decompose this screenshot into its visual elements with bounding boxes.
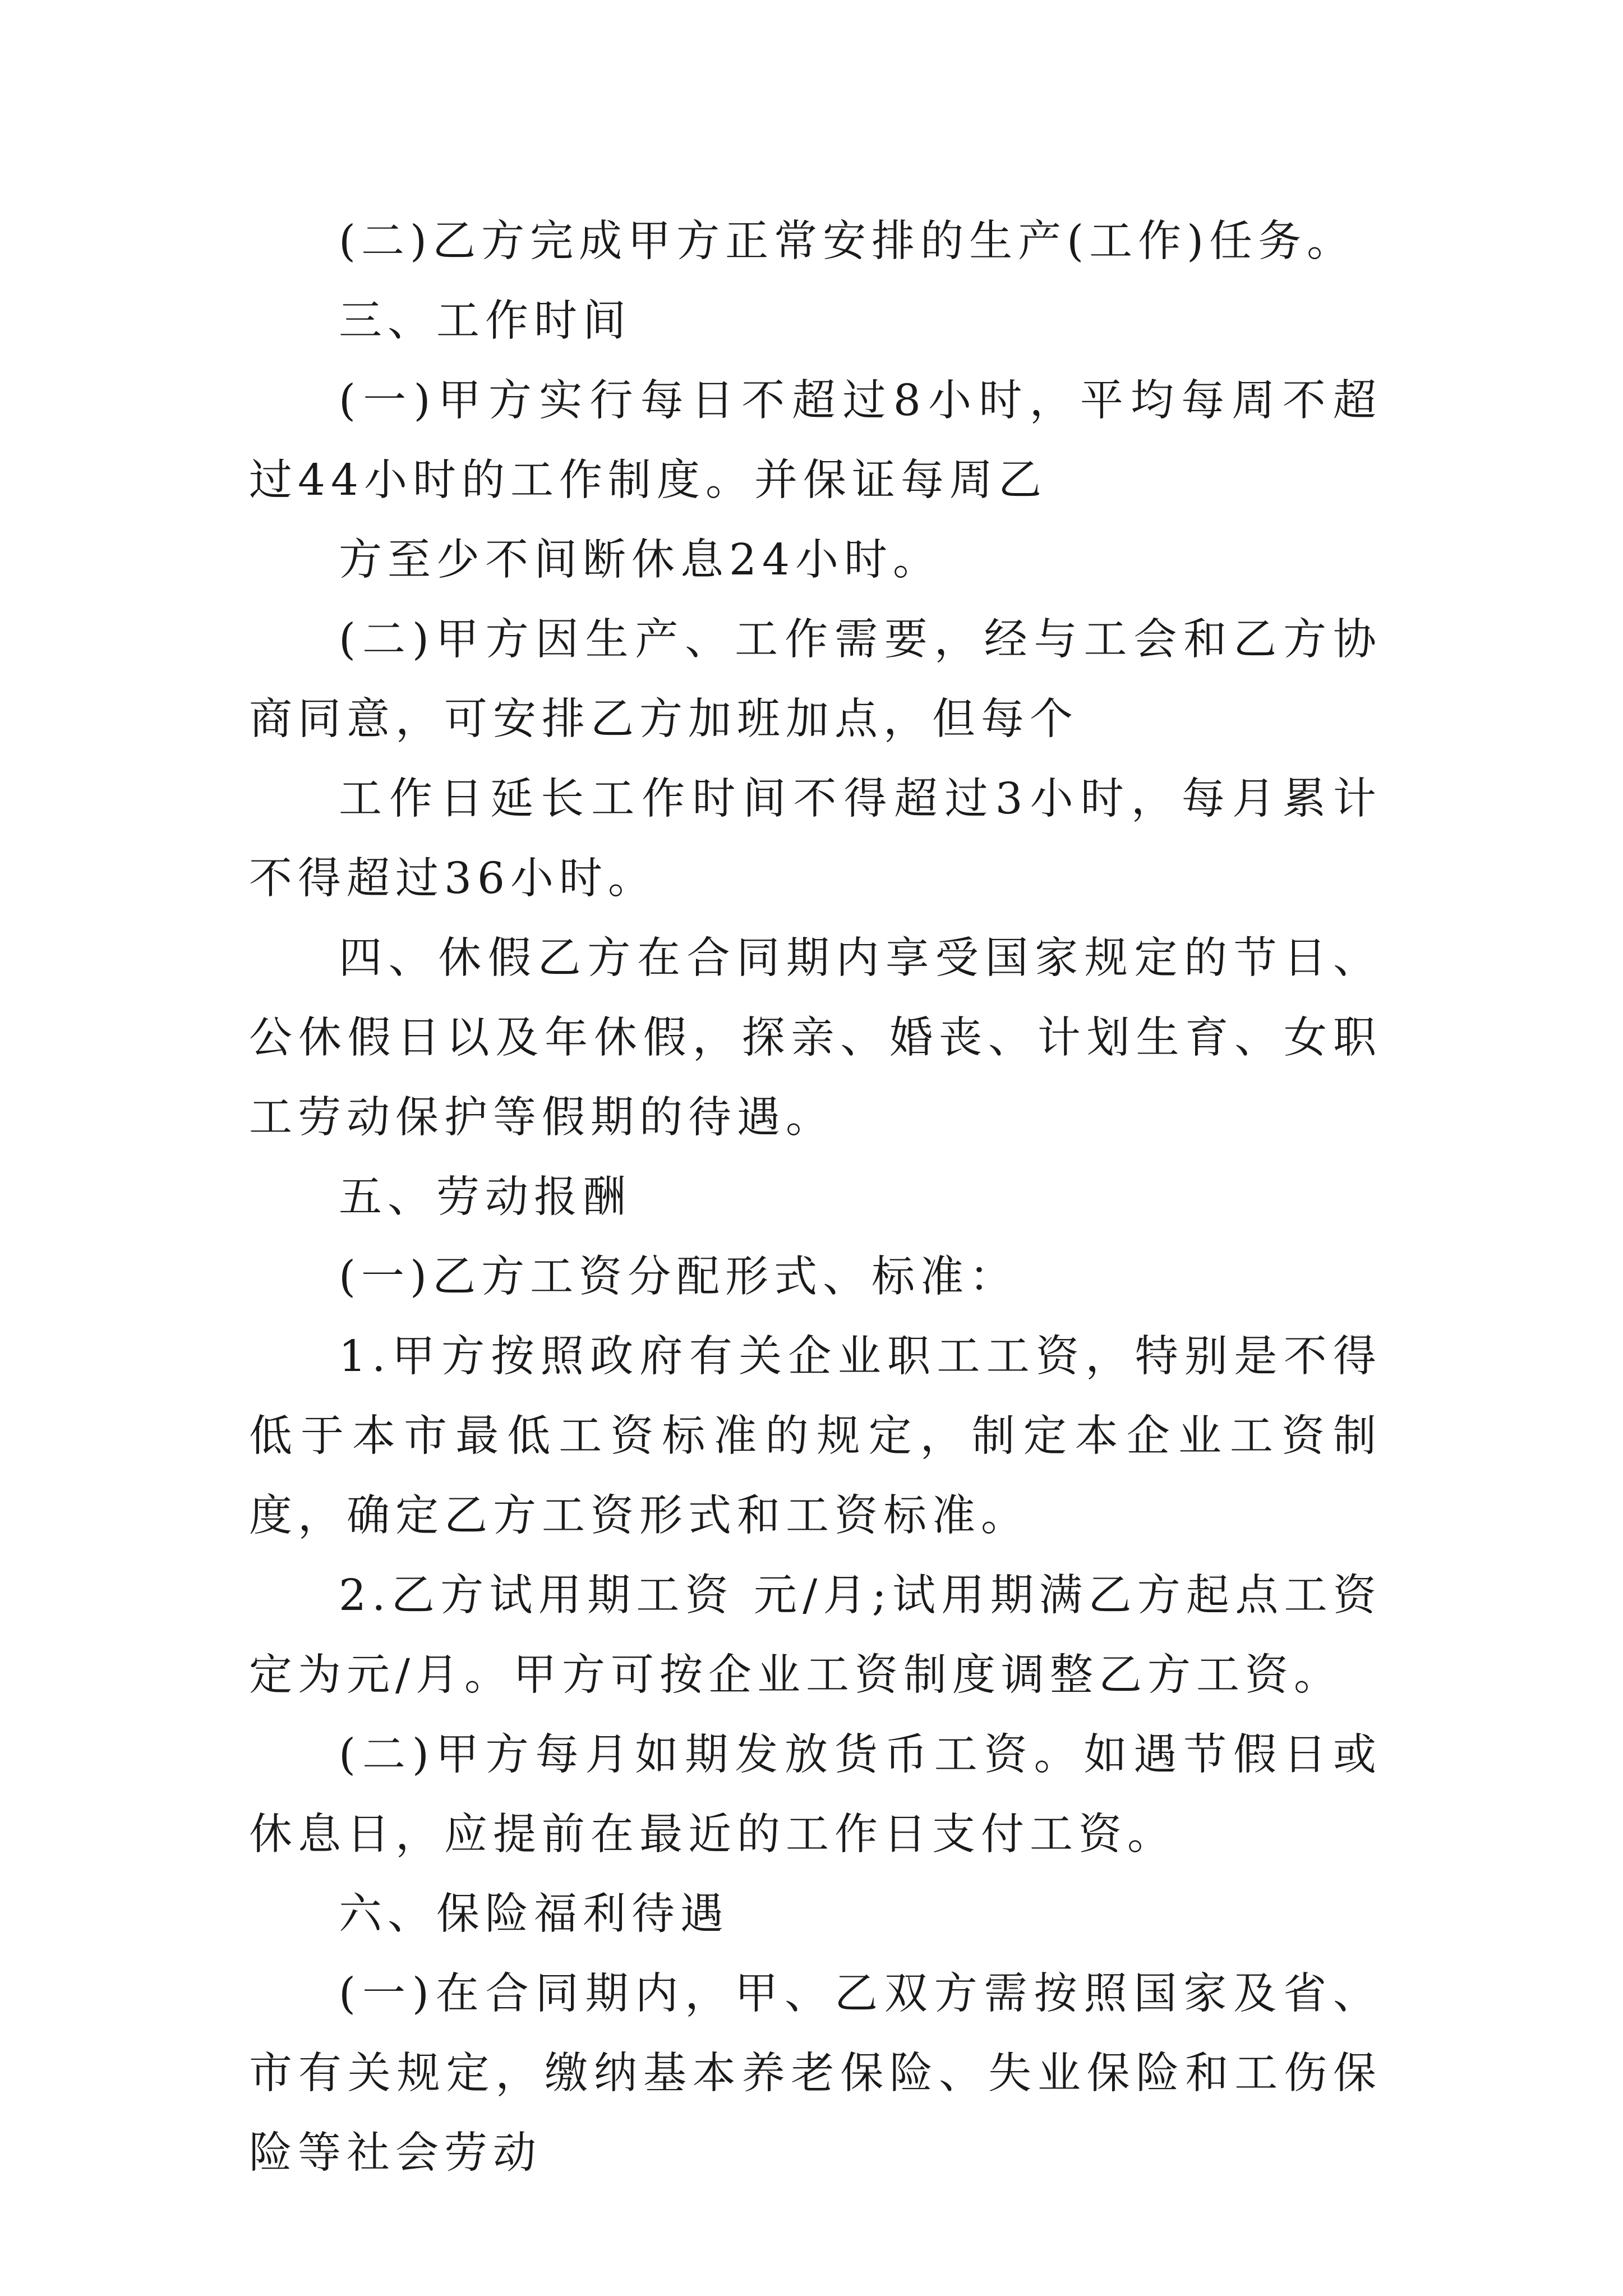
paragraph-wage-item-1: 1.甲方按照政府有关企业职工工资，特别是不得低于本市最低工资标准的规定，制定本企业工资制度，确定乙方工资形式和工资标准。 — [249, 1332, 1382, 1541]
section-heading-work-time: 三、工作时间 — [339, 296, 631, 346]
paragraph-wage-item-2: 2.乙方试用期工资 元/月;试用期满乙方起点工资定为元/月。甲方可按企业工资制度调整乙方工资。 — [249, 1571, 1382, 1700]
paragraph-work-hours: (一)甲方实行每日不超过8小时，平均每周不超过44小时的工作制度。并保证每周乙 — [249, 376, 1382, 505]
paragraph-wage-payment: (二)甲方每月如期发放货币工资。如遇节假日或休息日，应提前在最近的工作日支付工资。 — [249, 1730, 1382, 1860]
paragraph-overtime: (二)甲方因生产、工作需要，经与工会和乙方协商同意，可安排乙方加班加点，但每个 — [249, 615, 1382, 744]
paragraph-2-task: (二)乙方完成甲方正常安排的生产(工作)任务。 — [339, 217, 1356, 266]
section-heading-insurance: 六、保险福利待遇 — [339, 1889, 729, 1939]
document-body — [249, 202, 1382, 2193]
paragraph-overtime-limit: 工作日延长工作时间不得超过3小时，每月累计不得超过36小时。 — [249, 774, 1382, 904]
paragraph-insurance: (一)在合同期内，甲、乙双方需按照国家及省、市有关规定，缴纳基本养老保险、失业保险和工伤保险等社会劳动 — [249, 1969, 1382, 2178]
paragraph-wage-form: (一)乙方工资分配形式、标准： — [339, 1252, 1018, 1302]
section-heading-compensation: 五、劳动报酬 — [339, 1172, 631, 1222]
section-holiday: 四、休假乙方在合同期内享受国家规定的节日、公休假日以及年休假，探亲、婚丧、计划生育、女职工劳动保护等假期的待遇。 — [249, 933, 1382, 1143]
paragraph-rest-time: 方至少不间断休息24小时。 — [339, 535, 942, 585]
